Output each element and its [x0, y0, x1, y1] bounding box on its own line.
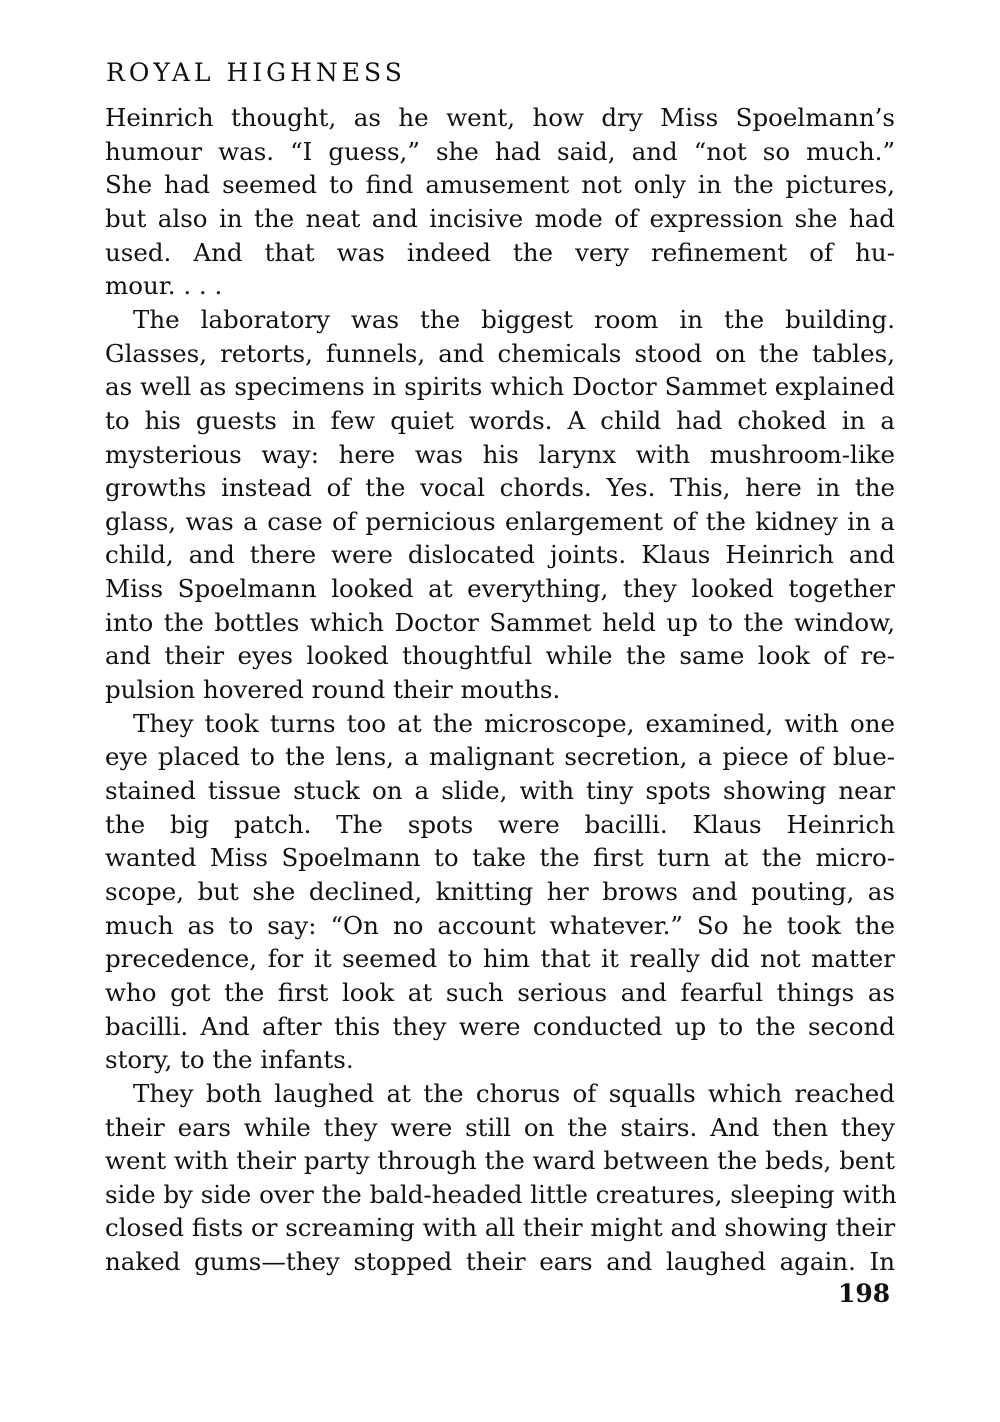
- text-line: The laboratory was the biggest room in the building.: [133, 304, 895, 334]
- text-line: much as to say: “On no account whatever.” So he took the: [105, 910, 895, 940]
- text-line: who got the first look at such serious and fearful things as: [105, 977, 895, 1007]
- text-line: story, to the infants.: [105, 1045, 354, 1075]
- text-line: as well as specimens in spirits which Doctor Sammet explained: [105, 372, 895, 402]
- text-line: Heinrich thought, as he went, how dry Miss Spoelmann’s: [105, 103, 895, 132]
- text-line: bacilli. And after this they were conducted up to the second: [105, 1011, 895, 1041]
- text-line: They took turns too at the microscope, examined, with one: [133, 708, 895, 738]
- text-line: and their eyes looked thoughtful while the same look of re-: [105, 641, 895, 671]
- text-line: They both laughed at the chorus of squalls which reached: [133, 1078, 895, 1108]
- text-line: mour. . . .: [105, 271, 223, 301]
- text-line: mysterious way: here was his larynx with mushroom-like: [105, 439, 895, 469]
- text-line: pulsion hovered round their mouths.: [105, 675, 561, 705]
- text-line: the big patch. The spots were bacilli. Klaus Heinrich: [105, 809, 895, 839]
- text-line: closed fists or screaming with all their might and showing their: [105, 1213, 896, 1243]
- text-line: side by side over the bald-headed little creatures, sleeping with: [105, 1179, 897, 1209]
- text-line: naked gums—they stopped their ears and laughed again. In: [105, 1247, 895, 1277]
- text-line: to his guests in few quiet words. A child had choked in a: [105, 405, 895, 435]
- text-line: wanted Miss Spoelmann to take the first turn at the micro-: [105, 843, 895, 873]
- text-line: their ears while they were still on the stairs. And then they: [105, 1112, 895, 1142]
- text-line: She had seemed to find amusement not only in the pictures,: [105, 170, 895, 200]
- text-line: Miss Spoelmann looked at everything, they looked together: [105, 574, 895, 604]
- text-line: growths instead of the vocal chords. Yes. This, here in the: [105, 473, 895, 503]
- running-head: ROYAL HIGHNESS: [106, 58, 406, 87]
- text-line: eye placed to the lens, a malignant secretion, a piece of blue-: [105, 742, 895, 772]
- text-line: went with their party through the ward between the beds, bent: [105, 1146, 895, 1176]
- text-line: into the bottles which Doctor Sammet held up to the window,: [105, 607, 895, 637]
- text-line: but also in the neat and incisive mode of expression she had: [105, 203, 895, 233]
- text-line: scope, but she declined, knitting her brows and pouting, as: [105, 876, 895, 906]
- text-line: humour was. “I guess,” she had said, and “not so much.”: [105, 136, 895, 166]
- text-line: Glasses, retorts, funnels, and chemicals stood on the tables,: [105, 338, 895, 368]
- text-line: used. And that was indeed the very refinement of hu-: [105, 237, 895, 267]
- text-line: glass, was a case of pernicious enlargement of the kidney in a: [105, 506, 895, 536]
- text-line: precedence, for it seemed to him that it really did not matter: [105, 944, 895, 974]
- page-number: 198: [838, 1279, 891, 1308]
- text-line: stained tissue stuck on a slide, with tiny spots showing near: [105, 776, 895, 805]
- text-line: child, and there were dislocated joints. Klaus Heinrich and: [105, 540, 895, 570]
